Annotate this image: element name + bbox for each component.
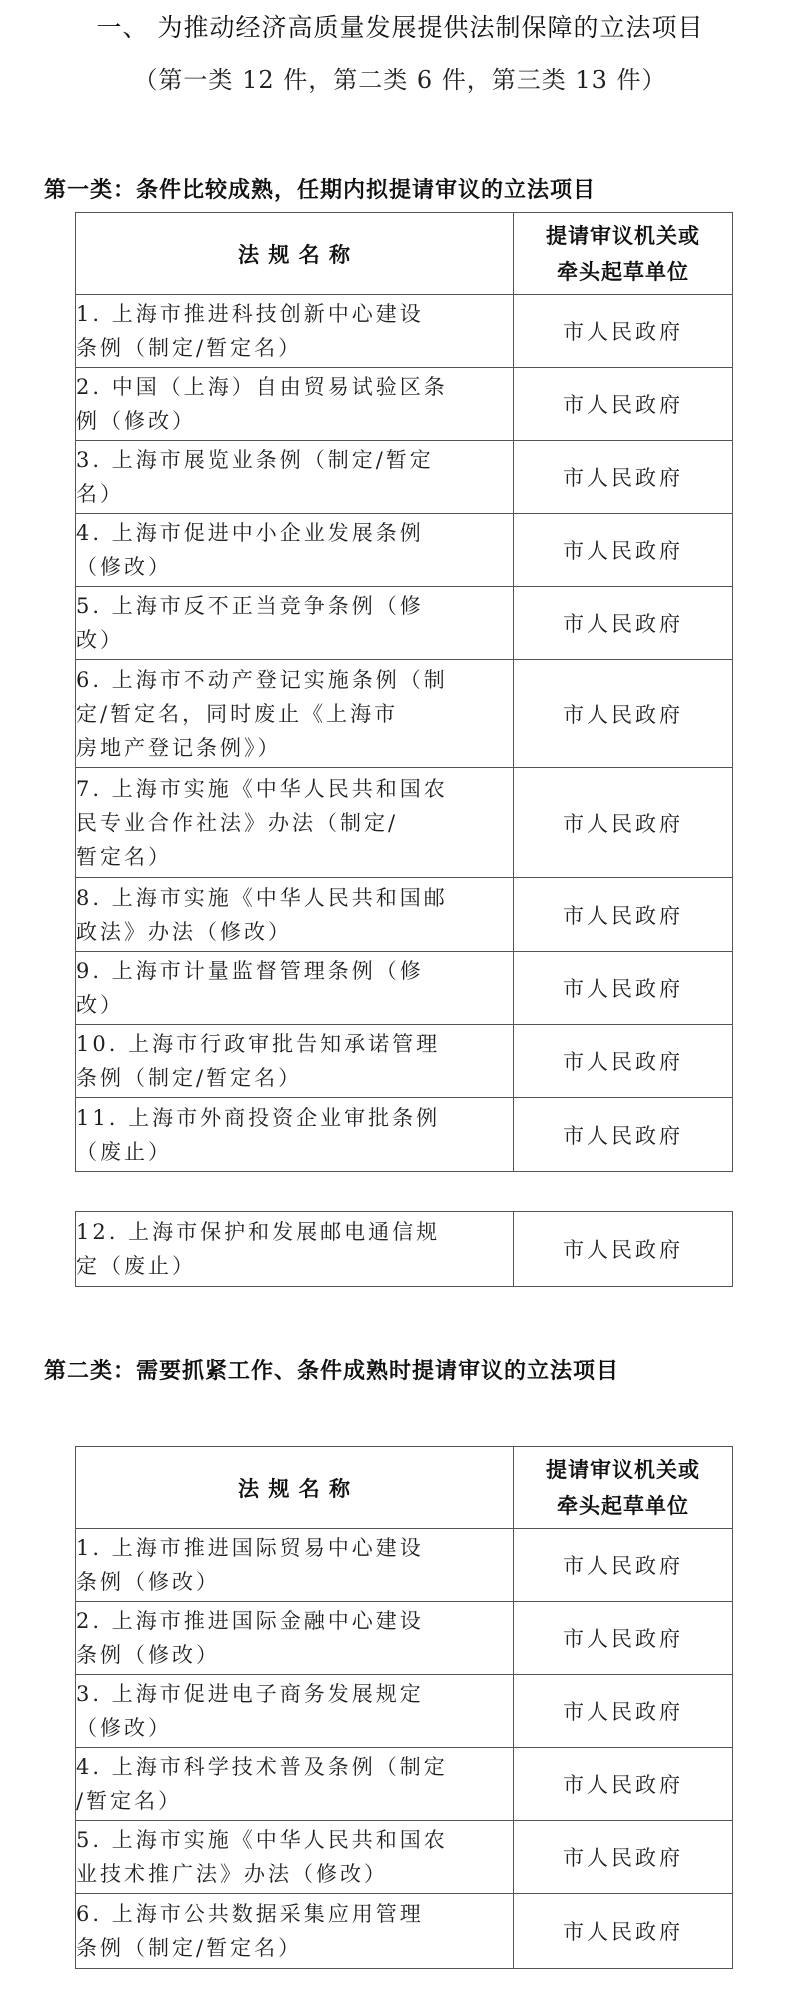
law-name-line: 2. 上海市推进国际金融中心建设 [76, 1609, 424, 1633]
law-name-line: 1. 上海市推进国际贸易中心建设 [76, 1536, 424, 1560]
unit-cell: 市人民政府 [514, 1675, 733, 1748]
table-row [76, 1821, 733, 1894]
law-name-cell [76, 878, 514, 952]
law-name-line: 条例（制定/暂定名） [76, 1936, 303, 1960]
unit-cell: 市人民政府 [514, 1821, 733, 1894]
law-name-cell [76, 1212, 514, 1287]
unit-cell: 市人民政府 [514, 295, 733, 368]
table-row [76, 1025, 733, 1098]
category1-heading: 第一类：条件比较成熟，任期内拟提请审议的立法项目 [44, 177, 597, 203]
law-name-line: 6. 上海市公共数据采集应用管理 [76, 1902, 424, 1926]
law-name-cell [76, 1602, 514, 1675]
unit-cell: 市人民政府 [514, 952, 733, 1025]
unit-cell: 市人民政府 [514, 660, 733, 768]
law-name-cell [76, 952, 514, 1025]
table-header-row [76, 213, 733, 295]
table-row [76, 1894, 733, 1969]
law-name-line: （废止） [76, 1139, 172, 1164]
law-name-cell [76, 1675, 514, 1748]
law-name-line: 房地产登记条例》） [76, 735, 282, 760]
law-name-line: 4. 上海市科学技术普及条例（制定 [76, 1755, 448, 1779]
law-name-cell [76, 1821, 514, 1894]
law-name-cell [76, 514, 514, 587]
unit-cell: 市人民政府 [514, 878, 733, 952]
unit-cell: 市人民政府 [514, 768, 733, 878]
law-name-cell [76, 587, 514, 660]
law-name-line: 10. 上海市行政审批告知承诺管理 [76, 1032, 441, 1056]
table-row [76, 878, 733, 952]
law-name-line: 民专业合作社法》办法（制定/ [76, 810, 399, 835]
unit-cell: 市人民政府 [514, 587, 733, 660]
unit-cell: 市人民政府 [514, 1212, 733, 1287]
table-row [76, 768, 733, 878]
table-row [76, 1748, 733, 1821]
table-row [76, 587, 733, 660]
law-name-line: 1. 上海市推进科技创新中心建设 [76, 302, 424, 326]
law-name-line: 名） [76, 482, 124, 506]
table-header-row [76, 1447, 733, 1529]
law-name-line: 3. 上海市展览业条例（制定/暂定 [76, 448, 434, 472]
law-name-line: 定/暂定名，同时废止《上海市 [76, 701, 399, 726]
law-name-cell [76, 1894, 514, 1969]
law-name-line: 条例（修改） [76, 1643, 220, 1667]
law-name-cell [76, 660, 514, 768]
law-name-line: 3. 上海市促进电子商务发展规定 [76, 1682, 424, 1706]
category1-table-continued [75, 1211, 733, 1287]
unit-cell: 市人民政府 [514, 441, 733, 514]
table-row [76, 368, 733, 441]
table-row [76, 1675, 733, 1748]
law-name-cell [76, 1098, 514, 1172]
table-row [76, 952, 733, 1025]
table-row [76, 1529, 733, 1602]
unit-cell: 市人民政府 [514, 514, 733, 587]
header-unit-line2: 牵头起草单位 [557, 258, 689, 284]
law-name-line: 政法》办法（修改） [76, 919, 292, 944]
section-title: 一、 为推动经济高质量发展提供法制保障的立法项目 [96, 13, 704, 42]
category2-heading: 第二类：需要抓紧工作、条件成熟时提请审议的立法项目 [44, 1358, 620, 1384]
law-name-line: 改） [76, 993, 124, 1017]
table-row [76, 441, 733, 514]
law-name-line: 2. 中国（上海）自由贸易试验区条 [76, 375, 448, 399]
law-name-cell [76, 1748, 514, 1821]
law-name-cell [76, 1025, 514, 1098]
unit-cell: 市人民政府 [514, 1098, 733, 1172]
table-row [76, 514, 733, 587]
unit-cell: 市人民政府 [514, 1602, 733, 1675]
law-name-line: 改） [76, 628, 124, 652]
law-name-line: 7. 上海市实施《中华人民共和国农 [76, 776, 448, 801]
category1-table [75, 212, 733, 1172]
law-name-line: 业技术推广法》办法（修改） [76, 1862, 388, 1886]
law-name-line: 9. 上海市计量监督管理条例（修 [76, 959, 424, 983]
unit-cell: 市人民政府 [514, 1529, 733, 1602]
law-name-line: 5. 上海市实施《中华人民共和国农 [76, 1828, 448, 1852]
law-name-line: 11. 上海市外商投资企业审批条例 [76, 1105, 441, 1130]
section-subtitle: （第一类 12 件，第二类 6 件，第三类 13 件） [133, 66, 667, 94]
header-submitting-unit [514, 213, 733, 295]
law-name-line: 例（修改） [76, 409, 196, 433]
unit-cell: 市人民政府 [514, 1894, 733, 1969]
law-name-line: 5. 上海市反不正当竞争条例（修 [76, 594, 424, 618]
header-unit-line1: 提请审议机关或 [546, 1456, 700, 1482]
law-name-cell [76, 441, 514, 514]
law-name-line: 定（废止） [76, 1254, 196, 1278]
header-unit-line1: 提请审议机关或 [546, 222, 700, 248]
law-name-line: 8. 上海市实施《中华人民共和国邮 [76, 885, 448, 910]
law-name-line: 12. 上海市保护和发展邮电通信规 [76, 1220, 441, 1244]
unit-cell: 市人民政府 [514, 1748, 733, 1821]
law-name-line: （修改） [76, 1716, 172, 1740]
law-name-line: 6. 上海市不动产登记实施条例（制 [76, 667, 448, 692]
table-row [76, 1212, 733, 1287]
header-submitting-unit [514, 1447, 733, 1529]
unit-cell: 市人民政府 [514, 368, 733, 441]
header-unit-line2: 牵头起草单位 [557, 1492, 689, 1518]
law-name-cell [76, 368, 514, 441]
law-name-line: 条例（制定/暂定名） [76, 1066, 303, 1090]
table-row [76, 1098, 733, 1172]
header-law-name: 法 规 名 称 [76, 1447, 514, 1529]
law-name-line: （修改） [76, 555, 172, 579]
law-name-line: 暂定名） [76, 844, 172, 869]
law-name-line: 4. 上海市促进中小企业发展条例 [76, 521, 424, 545]
law-name-line: 条例（修改） [76, 1570, 220, 1594]
law-name-cell [76, 295, 514, 368]
law-name-cell [76, 768, 514, 878]
category2-table [75, 1446, 733, 1969]
header-law-name: 法 规 名 称 [76, 213, 514, 295]
law-name-line: 条例（制定/暂定名） [76, 336, 303, 360]
unit-cell: 市人民政府 [514, 1025, 733, 1098]
table-row [76, 1602, 733, 1675]
table-row [76, 295, 733, 368]
law-name-cell [76, 1529, 514, 1602]
law-name-line: /暂定名） [76, 1789, 183, 1813]
table-row [76, 660, 733, 768]
